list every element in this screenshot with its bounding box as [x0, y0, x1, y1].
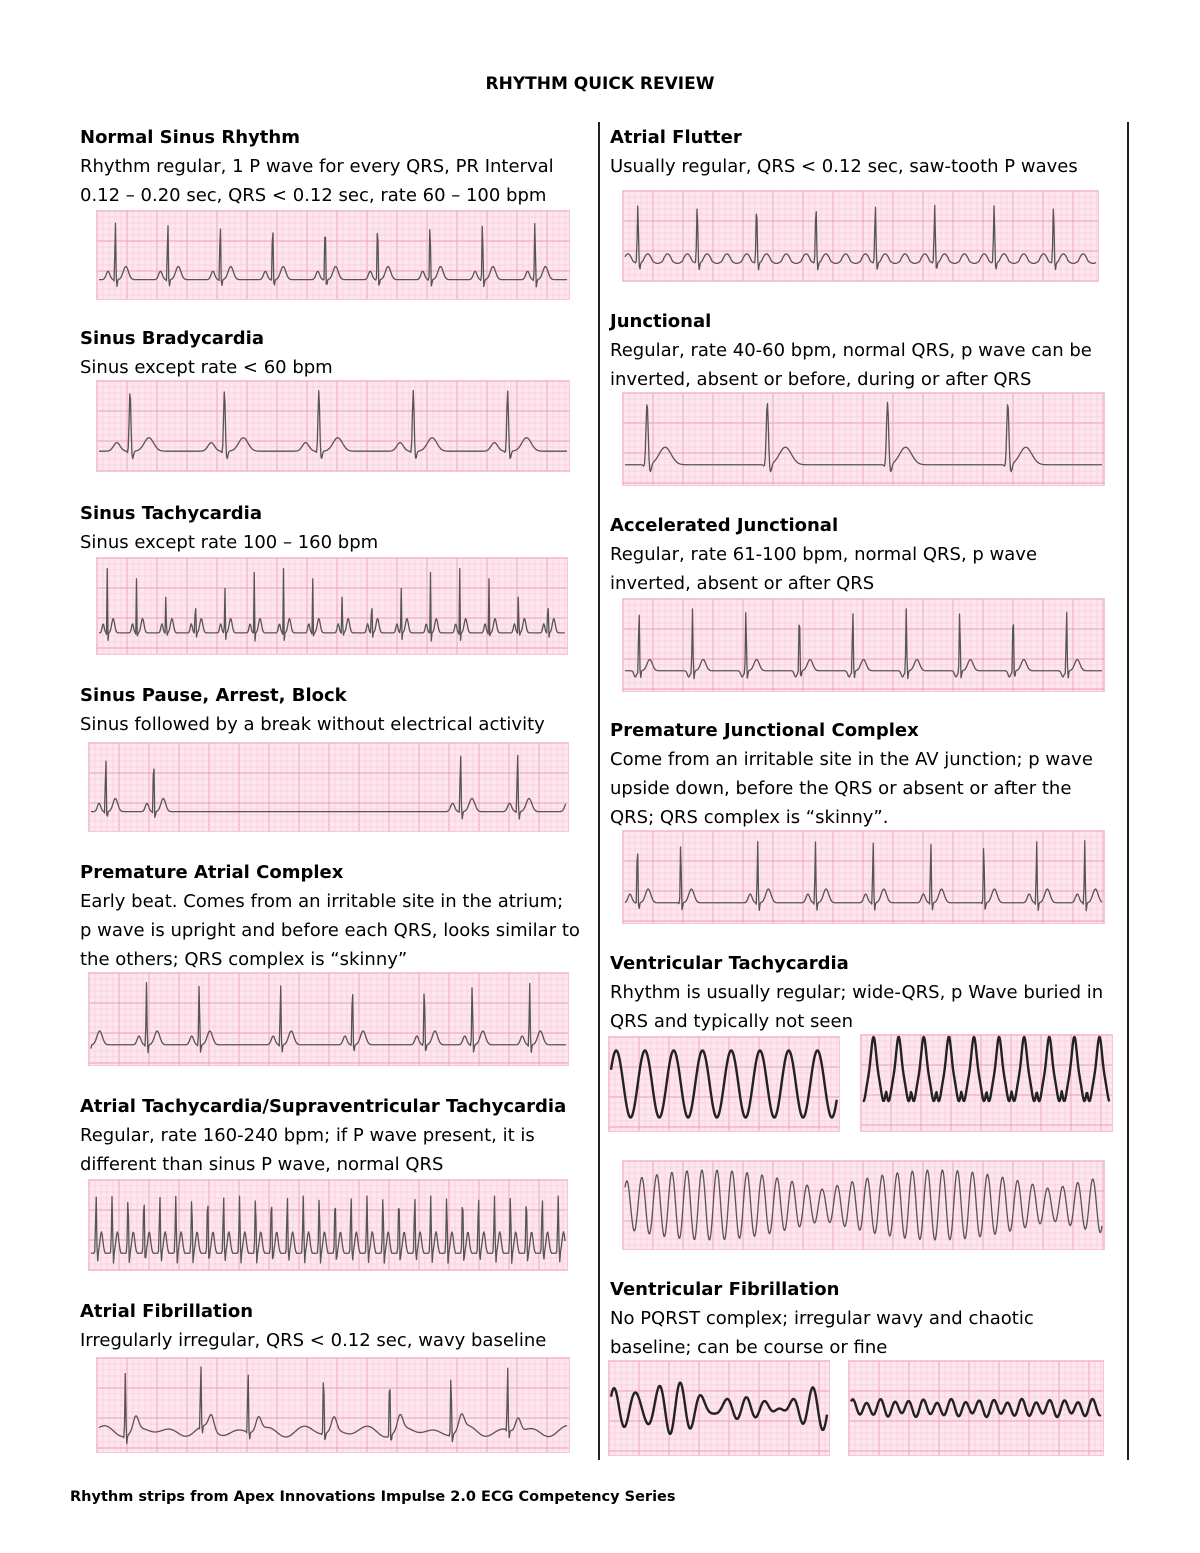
ecg-strip-ventricular-tachycardia-1	[608, 1036, 840, 1132]
ecg-strip-ventricular-fibrillation-coarse	[608, 1360, 830, 1456]
section-heading: Atrial Flutter	[610, 127, 742, 148]
section-premature-atrial-complex	[80, 858, 580, 974]
section-ventricular-tachycardia	[610, 949, 1120, 1036]
ecg-trace	[91, 1196, 565, 1263]
ecg-grid-and-trace	[623, 1161, 1104, 1249]
ecg-strip-ventricular-tachycardia-2	[860, 1034, 1113, 1132]
ecg-grid-and-trace	[849, 1361, 1103, 1455]
ecg-strip-ventricular-tachycardia-3	[622, 1160, 1105, 1250]
section-description: Rhythm regular, 1 P wave for every QRS, PR Interval 0.12 – 0.20 sec, QRS < 0.12 sec, rate 60 – 100 bpm	[80, 156, 554, 206]
section-heading: Premature Junctional Complex	[610, 720, 919, 741]
section-description: No PQRST complex; irregular wavy and chaotic baseline; can be course or fine	[610, 1308, 1034, 1358]
ecg-grid-and-trace	[89, 1180, 567, 1270]
ecg-strip-ventricular-fibrillation-fine	[848, 1360, 1104, 1456]
ecg-strip-accelerated-junctional	[622, 598, 1105, 692]
section-premature-junctional-complex	[610, 716, 1120, 832]
ecg-strip-sinus-pause	[88, 742, 569, 832]
ecg-grid-and-trace	[609, 1361, 829, 1455]
ecg-trace	[625, 403, 1102, 472]
section-description: Come from an irritable site in the AV junction; p wave upside down, before the QRS or absent or after the QRS; QRS complex is “skinny”.	[610, 749, 1093, 828]
section-description: Usually regular, QRS < 0.12 sec, saw-tooth P waves	[610, 156, 1078, 177]
section-heading: Atrial Tachycardia/Supraventricular Tachycardia	[80, 1096, 567, 1117]
ecg-trace	[91, 755, 566, 819]
ecg-grid-and-trace	[97, 381, 569, 471]
ecg-grid-and-trace	[97, 1358, 569, 1452]
ecg-trace	[625, 1170, 1102, 1240]
ecg-strip-atrial-tachycardia-svt	[88, 1179, 568, 1271]
ecg-strip-premature-atrial-complex	[88, 972, 569, 1066]
section-description: Rhythm is usually regular; wide-QRS, p Wave buried in QRS and typically not seen	[610, 982, 1104, 1032]
column-divider	[598, 122, 600, 1460]
section-description: Early beat. Comes from an irritable site in the atrium; p wave is upright and before each QRS, looks similar to the others; QRS complex is “skinny”	[80, 891, 580, 970]
section-description: Regular, rate 40-60 bpm, normal QRS, p wave can be inverted, absent or before, during or after QRS	[610, 340, 1092, 390]
section-description: Sinus followed by a break without electrical activity	[80, 714, 545, 735]
section-heading: Normal Sinus Rhythm	[80, 127, 300, 148]
ecg-grid-and-trace	[89, 743, 568, 831]
ecg-grid-and-trace	[97, 558, 567, 654]
section-heading: Sinus Pause, Arrest, Block	[80, 685, 347, 706]
page-title: RHYTHM QUICK REVIEW	[485, 74, 715, 94]
ecg-trace	[625, 609, 1102, 679]
ecg-strip-junctional	[622, 392, 1105, 486]
ecg-strip-atrial-flutter	[622, 190, 1099, 282]
ecg-grid-and-trace	[609, 1037, 839, 1131]
ecg-grid-and-trace	[623, 393, 1104, 485]
section-description: Regular, rate 61-100 bpm, normal QRS, p wave inverted, absent or after QRS	[610, 544, 1038, 594]
section-heading: Ventricular Fibrillation	[610, 1279, 840, 1300]
section-junctional	[610, 307, 1120, 394]
right-border	[1127, 122, 1129, 1460]
ecg-strip-sinus-tachycardia	[96, 557, 568, 655]
ecg-trace	[625, 841, 1102, 911]
page-footer: Rhythm strips from Apex Innovations Impulse 2.0 ECG Competency Series	[70, 1489, 676, 1505]
ecg-trace	[863, 1037, 1110, 1101]
ecg-grid-and-trace	[861, 1035, 1112, 1131]
section-accelerated-junctional	[610, 511, 1120, 598]
ecg-grid-and-trace	[623, 191, 1098, 281]
ecg-strip-premature-junctional-complex	[622, 830, 1105, 924]
ecg-trace	[611, 1383, 827, 1434]
ecg-strip-normal-sinus-rhythm	[96, 210, 570, 300]
section-description: Sinus except rate 100 – 160 bpm	[80, 532, 379, 553]
ecg-grid-and-trace	[623, 599, 1104, 691]
section-heading: Atrial Fibrillation	[80, 1301, 254, 1322]
ecg-grid-and-trace	[89, 973, 568, 1065]
section-heading: Sinus Tachycardia	[80, 503, 262, 524]
section-sinus-tachycardia	[80, 499, 580, 557]
ecg-strip-atrial-fibrillation	[96, 1357, 570, 1453]
section-atrial-tachycardia-svt	[80, 1092, 580, 1179]
ecg-strip-sinus-bradycardia	[96, 380, 570, 472]
section-heading: Accelerated Junctional	[610, 515, 839, 536]
section-heading: Sinus Bradycardia	[80, 328, 264, 349]
section-description: Regular, rate 160-240 bpm; if P wave present, it is different than sinus P wave, normal QRS	[80, 1125, 535, 1175]
section-normal-sinus-rhythm	[80, 123, 580, 210]
ecg-grid-and-trace	[623, 831, 1104, 923]
section-description: Irregularly irregular, QRS < 0.12 sec, wavy baseline	[80, 1330, 547, 1351]
section-ventricular-fibrillation	[610, 1275, 1120, 1362]
section-sinus-pause	[80, 681, 580, 739]
section-heading: Premature Atrial Complex	[80, 862, 344, 883]
ecg-trace	[851, 1399, 1101, 1417]
section-description: Sinus except rate < 60 bpm	[80, 357, 333, 378]
section-atrial-fibrillation	[80, 1297, 580, 1355]
ecg-grid-and-trace	[97, 211, 569, 299]
section-atrial-flutter	[610, 123, 1120, 181]
section-heading: Junctional	[610, 311, 712, 332]
ecg-trace	[91, 983, 566, 1053]
section-sinus-bradycardia	[80, 324, 580, 382]
section-heading: Ventricular Tachycardia	[610, 953, 849, 974]
